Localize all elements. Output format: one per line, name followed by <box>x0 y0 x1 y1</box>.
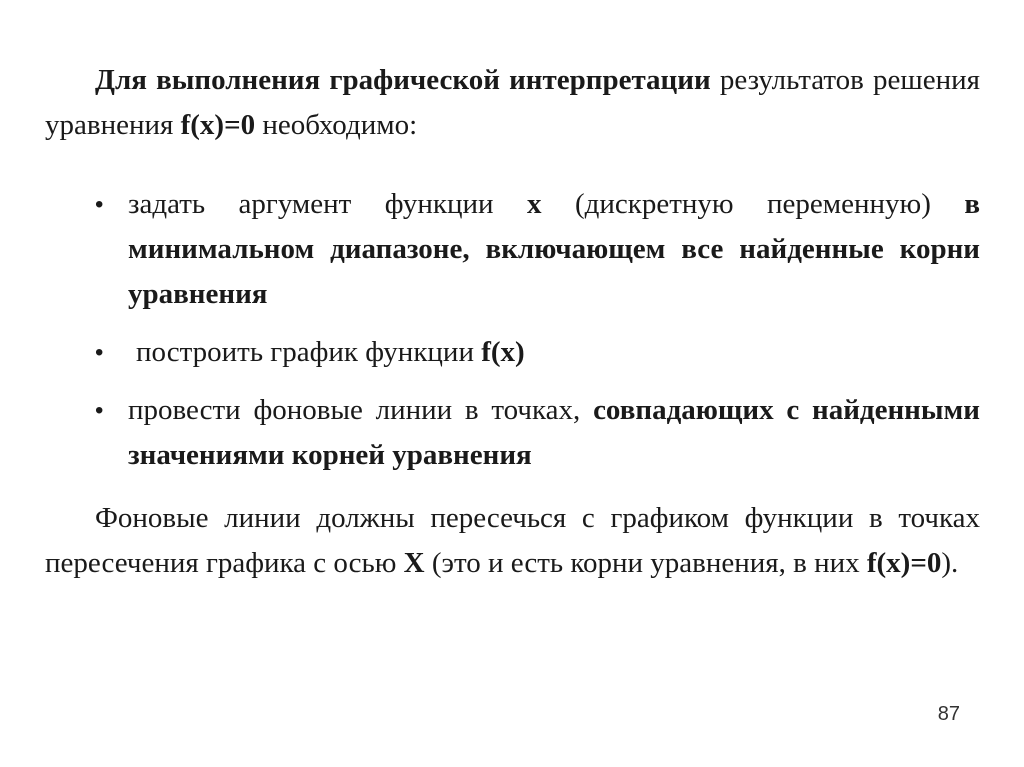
page-number: 87 <box>937 703 960 725</box>
intro-tail: необходимо: <box>255 109 418 141</box>
bullet-text-part: (дискретную переменную) <box>541 188 965 220</box>
bullet-item-build-graph <box>45 330 980 375</box>
conclusion-text-part: ). <box>941 547 959 579</box>
bullet-text <box>128 394 980 471</box>
bullet-bold-function: f(x) <box>481 336 525 368</box>
bullet-text-part: построить график функции <box>136 336 482 368</box>
intro-bold-lead: Для выполнения графической интерпретации <box>95 64 711 96</box>
intro-rest: результатов решения уравнения <box>45 64 980 141</box>
bullet-marker: • <box>95 397 104 424</box>
intro-equation: f(x)=0 <box>180 109 256 141</box>
intro-paragraph <box>45 58 980 148</box>
bullet-marker: • <box>95 339 104 366</box>
bullet-text <box>128 336 525 368</box>
conclusion-bold-axis: X <box>403 547 425 579</box>
conclusion-bold-equation: f(x)=0 <box>866 547 942 579</box>
bullet-bold-roots: совпадающих с найденными значениями корней уравнения <box>128 394 980 471</box>
conclusion-text-part: (это и есть корни уравнения, в них <box>424 547 867 579</box>
bullet-item-set-argument <box>45 182 980 317</box>
conclusion-paragraph <box>45 496 980 586</box>
bullet-marker: • <box>95 191 104 218</box>
bullet-bold-variable: x <box>527 188 542 220</box>
bullet-list <box>45 182 980 478</box>
bullet-item-background-lines <box>45 388 980 478</box>
conclusion-text-part: Фоновые линии должны пересечься с графиком функции в точках пересечения графика с осью <box>45 502 980 579</box>
bullet-text-part: задать аргумент функции <box>128 188 527 220</box>
bullet-text-part: провести фоновые линии в точках, <box>128 394 594 426</box>
bullet-bold-range: в минимальном диапазоне, включающем все найденные корни уравнения <box>128 188 980 310</box>
bullet-text <box>128 188 980 310</box>
